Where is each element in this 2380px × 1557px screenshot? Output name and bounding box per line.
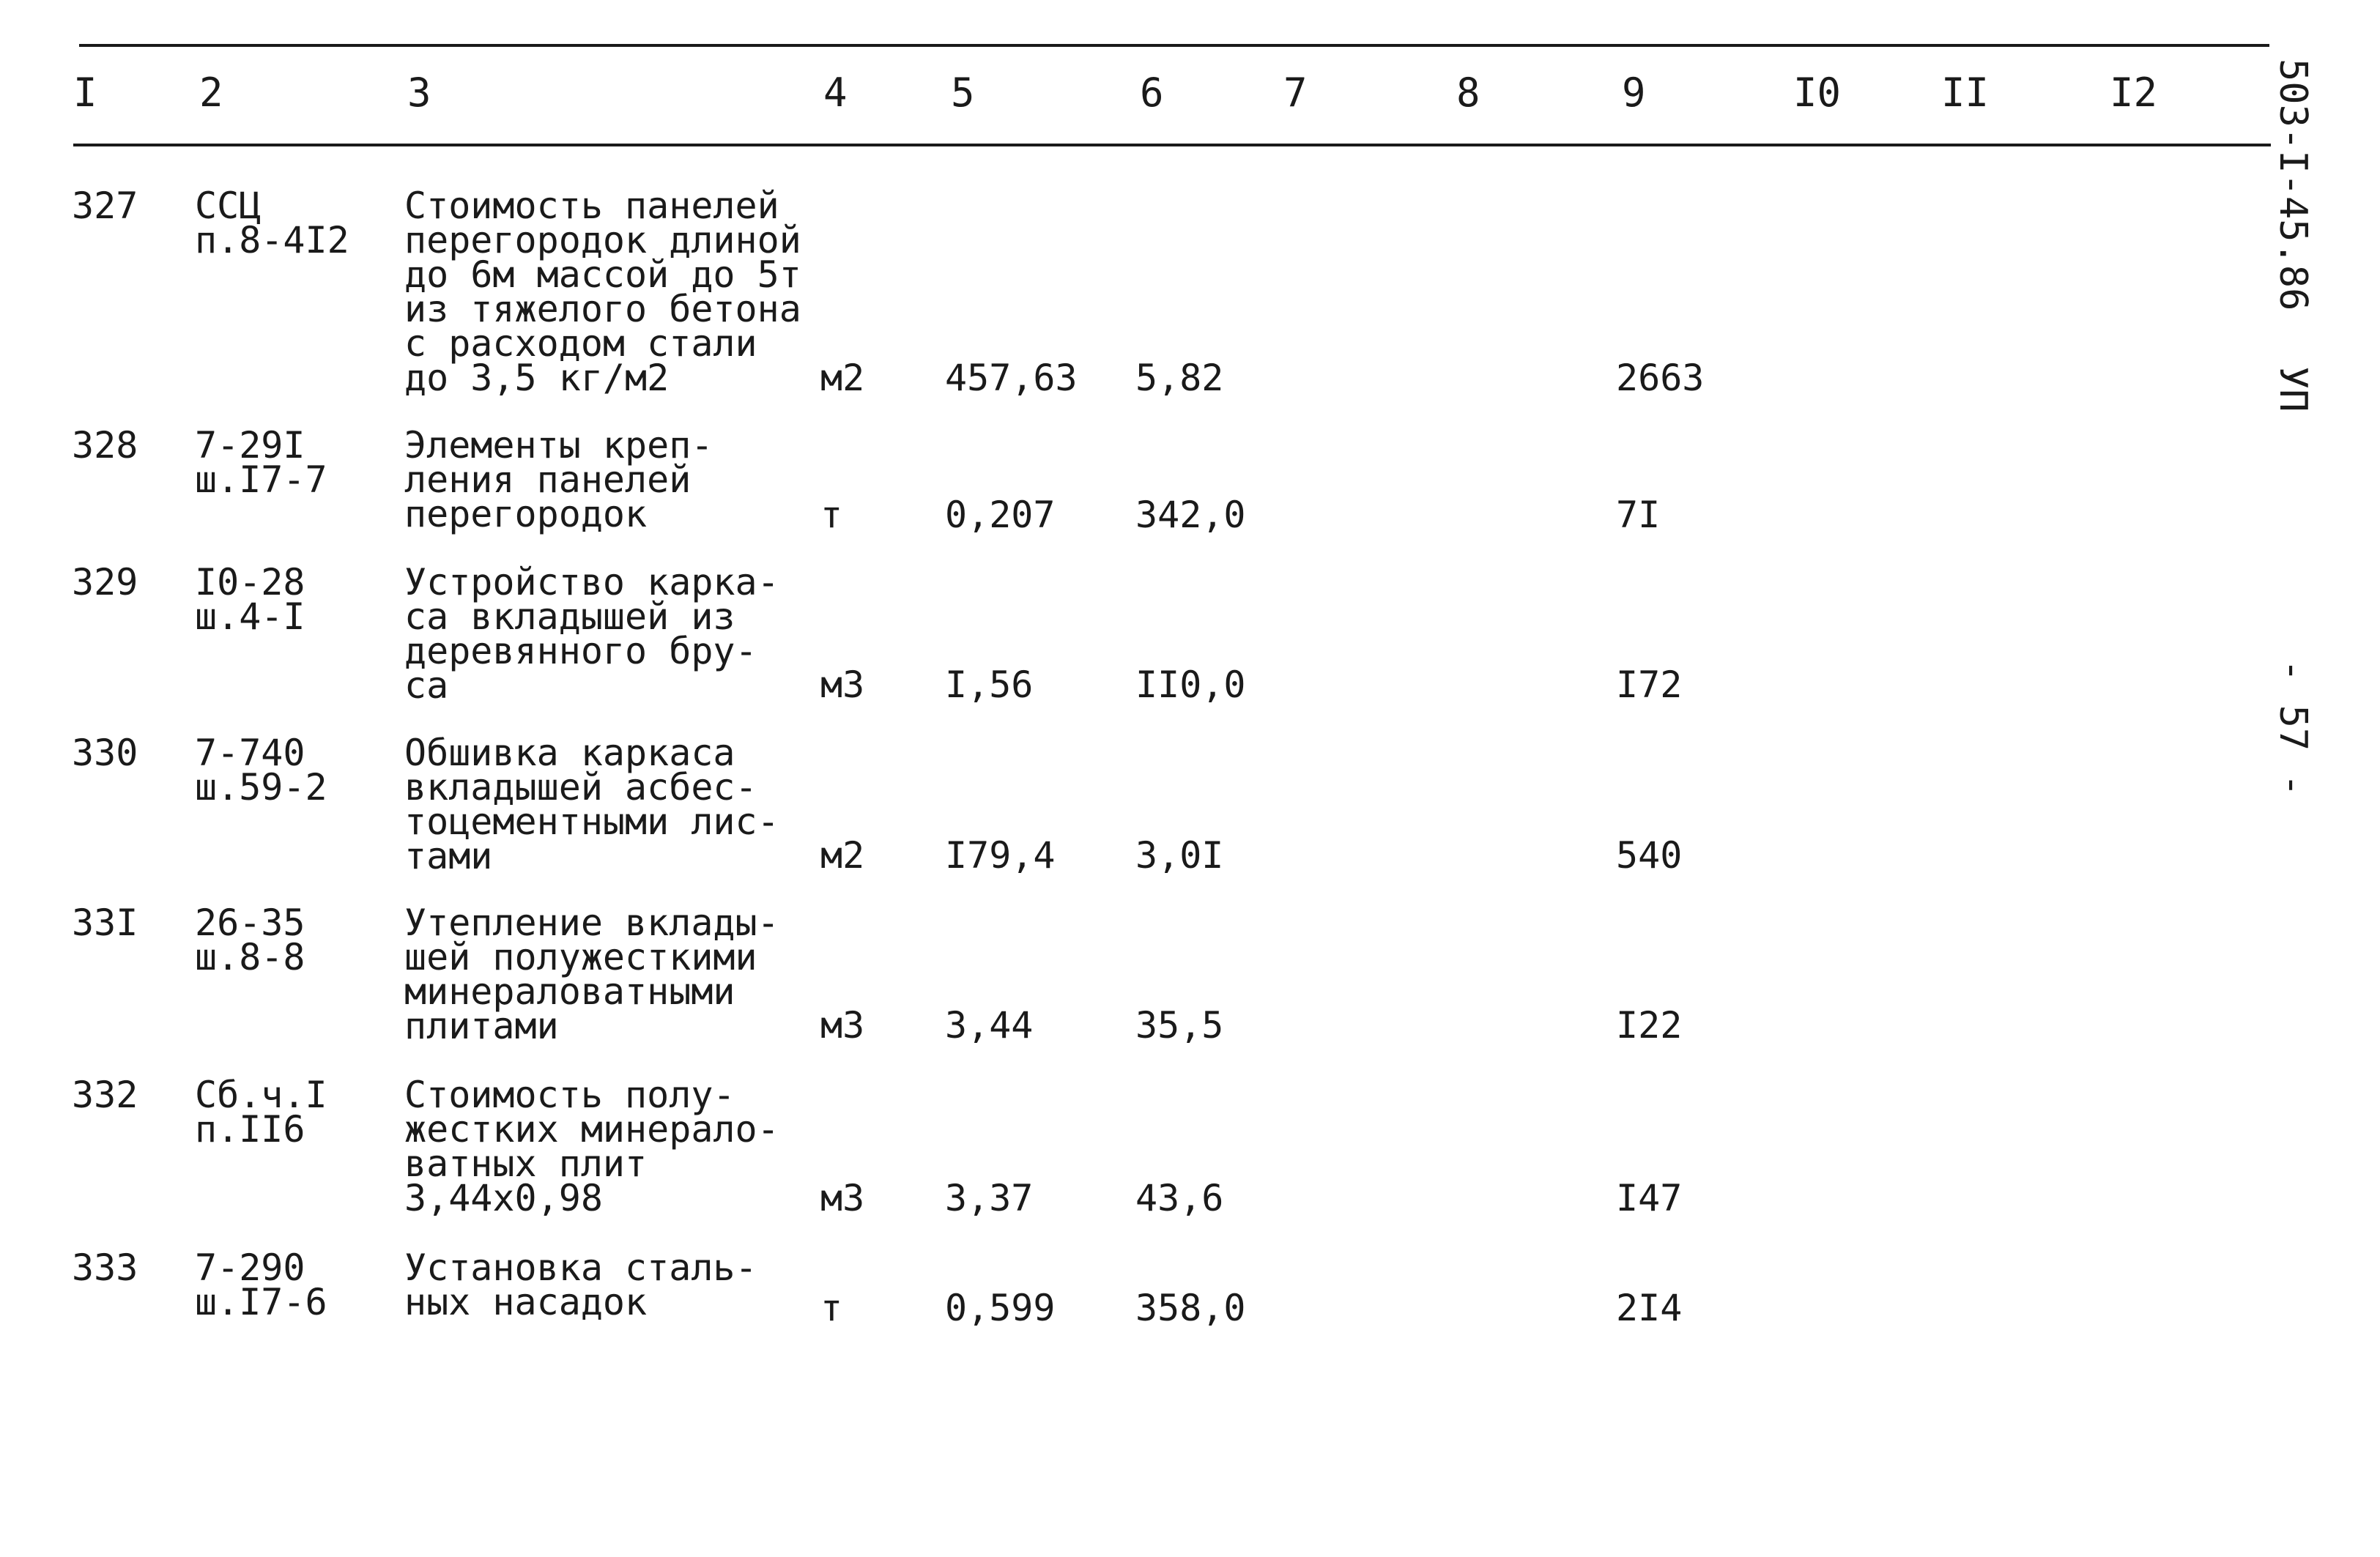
col-header-3: 3 xyxy=(407,70,431,116)
row-price: 43,6 xyxy=(1135,1177,1224,1219)
row-total: 540 xyxy=(1616,834,1683,877)
col-header-11: II xyxy=(1941,70,1990,116)
row-qty: 3,44 xyxy=(945,1004,1034,1047)
row-price: 342,0 xyxy=(1135,494,1246,536)
header-top-rule xyxy=(79,44,2269,47)
row-price: 358,0 xyxy=(1135,1287,1246,1329)
col-header-1: I xyxy=(73,70,97,116)
row-number: 333 xyxy=(72,1246,138,1289)
col-header-5: 5 xyxy=(951,70,975,116)
row-total: I47 xyxy=(1616,1177,1683,1219)
row-code: 26-35 ш.8-8 xyxy=(195,902,305,978)
row-number: 327 xyxy=(72,185,138,227)
row-number: 328 xyxy=(72,424,138,467)
row-number: 329 xyxy=(72,561,138,603)
row-number: 33I xyxy=(72,902,138,944)
col-header-4: 4 xyxy=(823,70,848,116)
row-desc: Утепление вклады- шей полужесткими минераловатными плитами xyxy=(404,902,779,1047)
row-price: II0,0 xyxy=(1135,664,1246,706)
row-unit: м3 xyxy=(820,1177,865,1219)
row-total: 2663 xyxy=(1616,357,1705,399)
header-bottom-rule xyxy=(73,144,2271,146)
row-code: Сб.ч.I п.II6 xyxy=(195,1074,327,1151)
doc-code-label: 503-I-45.86 xyxy=(2271,59,2315,311)
row-desc: Стоимость полу- жестких минерало- ватных плит 3,44х0,98 xyxy=(404,1074,779,1219)
row-qty: 0,207 xyxy=(945,494,1056,536)
row-desc: Элементы креп- ления панелей перегородок xyxy=(404,424,713,535)
row-total: I22 xyxy=(1616,1004,1683,1047)
page-number-label: - 57 - xyxy=(2271,659,2315,797)
row-desc: Обшивка каркаса вкладышей асбес- тоцементными лис- тами xyxy=(404,732,779,877)
row-desc: Установка сталь- ных насадок xyxy=(404,1246,757,1323)
row-code: ССЦ п.8-4I2 xyxy=(195,185,349,261)
row-desc: Стоимость панелей перегородок длиной до 6м массой до 5т из тяжелого бетона с расходом стали до 3,5 кг/м2 xyxy=(404,185,801,399)
row-qty: I,56 xyxy=(945,664,1034,706)
side-margin xyxy=(2264,59,2351,864)
row-desc: Устройство карка- са вкладышей из деревянного бру- са xyxy=(404,561,779,707)
row-qty: I79,4 xyxy=(945,834,1056,877)
row-unit: м3 xyxy=(820,1004,865,1047)
row-qty: 457,63 xyxy=(945,357,1078,399)
col-header-7: 7 xyxy=(1283,70,1308,116)
row-price: 3,0I xyxy=(1135,834,1224,877)
row-price: 35,5 xyxy=(1135,1004,1224,1047)
col-header-9: 9 xyxy=(1622,70,1646,116)
row-price: 5,82 xyxy=(1135,357,1224,399)
row-qty: 0,599 xyxy=(945,1287,1056,1329)
col-header-12: I2 xyxy=(2110,70,2158,116)
col-header-8: 8 xyxy=(1456,70,1480,116)
row-number: 330 xyxy=(72,732,138,774)
section-label: УП xyxy=(2271,366,2315,412)
row-total: 2I4 xyxy=(1616,1287,1683,1329)
col-header-10: I0 xyxy=(1793,70,1842,116)
col-header-2: 2 xyxy=(199,70,223,116)
row-unit: т xyxy=(820,494,843,536)
row-unit: т xyxy=(820,1287,843,1329)
row-code: 7-290 ш.I7-6 xyxy=(195,1246,327,1323)
row-unit: м2 xyxy=(820,357,865,399)
col-header-6: 6 xyxy=(1140,70,1164,116)
row-unit: м2 xyxy=(820,834,865,877)
row-qty: 3,37 xyxy=(945,1177,1034,1219)
row-code: 7-29I ш.I7-7 xyxy=(195,424,327,501)
row-total: I72 xyxy=(1616,664,1683,706)
row-total: 7I xyxy=(1616,494,1661,536)
row-number: 332 xyxy=(72,1074,138,1116)
row-unit: м3 xyxy=(820,664,865,706)
row-code: I0-28 ш.4-I xyxy=(195,561,305,638)
row-code: 7-740 ш.59-2 xyxy=(195,732,327,809)
